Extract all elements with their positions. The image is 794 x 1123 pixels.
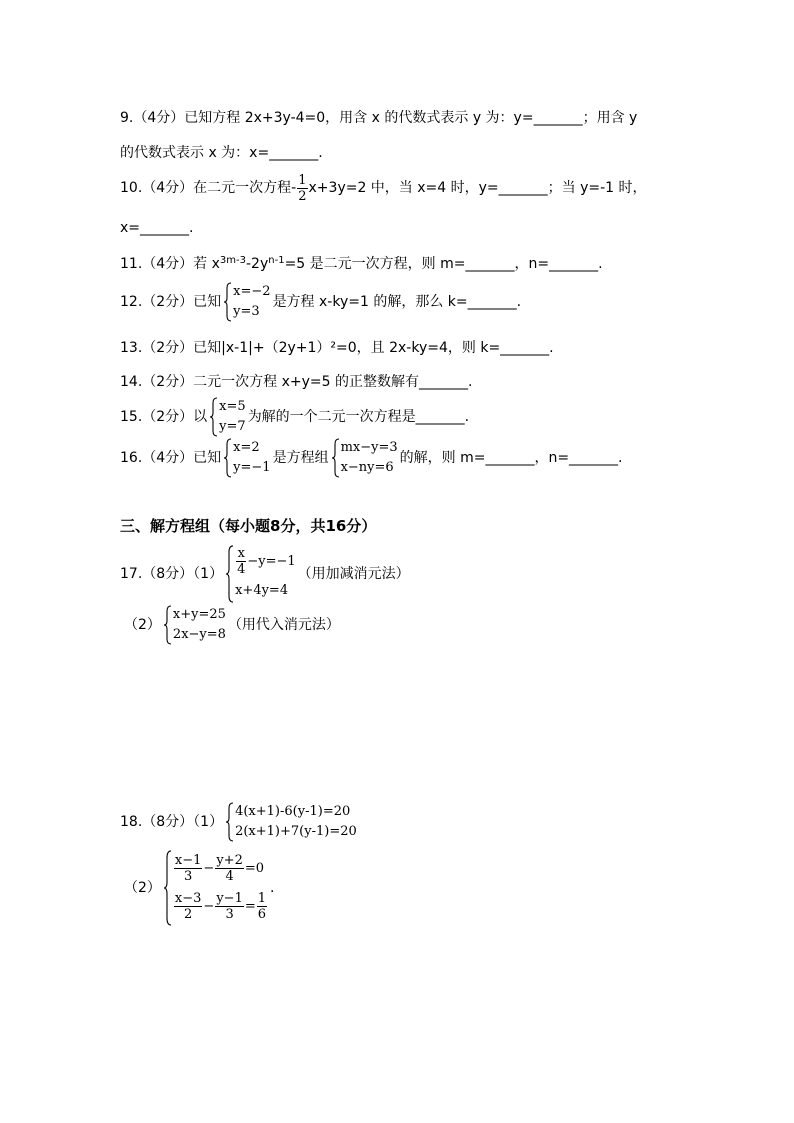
question-13: [120, 338, 554, 358]
brace-icon: [225, 545, 234, 603]
brace-icon: [225, 802, 234, 842]
question-17-method-2: （用代入消元法）: [227, 617, 340, 633]
question-10-line-2: [120, 218, 193, 238]
fraction-numerator: y+2: [216, 853, 243, 868]
system-row: 2x−y=8: [172, 627, 226, 642]
question-16-post: 的解，则 m=_______，n=_______.: [399, 450, 623, 466]
section-heading-text: 三、解方程组（每小题8分，共16分）: [120, 517, 377, 535]
question-10-text-2: x=_______.: [120, 220, 194, 236]
equation-system: [223, 282, 270, 322]
fraction: [215, 891, 244, 922]
fraction-denominator: 2: [184, 907, 193, 922]
question-9-text-1: 9.（4分）已知方程 2x+3y-4=0，用含 x 的代数式表示 y 为：y=_______；用含 y: [120, 110, 638, 126]
system-row: x+4y=4: [235, 583, 289, 598]
question-17-part-1: [120, 543, 410, 605]
question-10-line-1: [120, 172, 647, 204]
brace-icon: [163, 850, 172, 926]
part-label: （2）: [124, 880, 161, 896]
question-15-post: 为解的一个二元一次方程是_______.: [247, 409, 470, 425]
question-10-pre: 10.（4分）在二元一次方程-: [120, 180, 297, 196]
equation-system: [163, 850, 268, 926]
question-14-text: 14.（2分）二元一次方程 x+y=5 的正整数解有_______.: [120, 374, 473, 390]
brace-icon: [331, 438, 340, 478]
system-row: x=2: [233, 440, 260, 455]
question-15: [120, 397, 469, 437]
system-row: y=7: [219, 419, 246, 434]
brace-icon: [209, 397, 218, 437]
equation-system-solution: [223, 438, 270, 478]
question-17-part-2: [124, 605, 340, 645]
question-9-text-2: 的代数式表示 x 为：x=_______.: [120, 145, 323, 161]
equation-system: [225, 802, 357, 842]
system-row: x=−2: [233, 284, 271, 299]
question-16-pre: 16.（4分）已知: [120, 450, 222, 466]
fraction-numerator: 1: [298, 172, 307, 188]
equation-system-given: [331, 438, 398, 478]
system-row-rest: −y=−1: [247, 554, 296, 569]
section-heading: [120, 516, 376, 536]
fraction: [174, 891, 203, 922]
fraction-denominator: 2: [298, 188, 307, 204]
question-11: [120, 254, 603, 274]
question-15-pre: 15.（2分）以: [120, 409, 208, 425]
question-11-mid: -2y: [246, 256, 269, 272]
system-row: x−ny=6: [340, 460, 394, 475]
equals-sign: =: [244, 899, 256, 914]
system-row: x=5: [219, 399, 246, 414]
system-row: mx−y=3: [340, 440, 398, 455]
question-16: [120, 438, 623, 478]
question-17-pre: 17.（8分）（1）: [120, 566, 224, 582]
fraction-denominator: 6: [257, 907, 267, 922]
part-label: （2）: [124, 617, 161, 633]
system-row: x+y=25: [172, 607, 226, 622]
equation-system: [163, 605, 226, 645]
system-row: y=−1: [233, 460, 271, 475]
question-12-post: 是方程 x-ky=1 的解，那么 k=_______.: [272, 294, 522, 310]
system-row: [235, 545, 296, 579]
question-10-fraction: [297, 173, 307, 204]
fraction: [236, 546, 246, 577]
period: .: [270, 880, 275, 896]
question-12-pre: 12.（2分）已知: [120, 294, 222, 310]
question-11-pre: 11.（4分）若 x: [120, 256, 220, 272]
fraction: [257, 891, 267, 922]
question-11-post: =5 是二元一次方程，则 m=_______，n=_______.: [284, 256, 603, 272]
system-row: 2(x+1)+7(y-1)=20: [235, 824, 357, 839]
fraction-numerator: x: [237, 546, 245, 561]
fraction-numerator: x−1: [174, 853, 202, 868]
brace-icon: [163, 605, 172, 645]
question-14: [120, 372, 472, 392]
equals-value: =0: [244, 861, 265, 876]
question-12: [120, 282, 521, 322]
question-16-mid: 是方程组: [272, 450, 329, 466]
question-9-line-2: [120, 143, 323, 163]
system-row: y=3: [233, 304, 260, 319]
question-18-part-1: [120, 802, 359, 842]
system-row: [173, 850, 268, 888]
exponent-m: 3m-3: [219, 255, 246, 266]
question-18-pre: 18.（8分）（1）: [120, 814, 224, 830]
question-9-line-1: [120, 108, 637, 128]
fraction-denominator: 3: [225, 907, 234, 922]
question-10-post: x+3y=2 中，当 x=4 时，y=_______；当 y=-1 时，: [308, 180, 647, 196]
fraction-numerator: 1: [257, 891, 267, 906]
operator: −: [203, 861, 215, 876]
fraction: [215, 853, 244, 884]
fraction-numerator: x−3: [174, 891, 202, 906]
fraction-denominator: 4: [225, 869, 234, 884]
question-13-text: 13.（2分）已知|x-1|+（2y+1）²=0，且 2x-ky=4，则 k=_______.: [120, 340, 554, 356]
brace-icon: [223, 438, 232, 478]
fraction: [174, 853, 203, 884]
system-row: 4(x+1)-6(y-1)=20: [235, 804, 351, 819]
fraction-denominator: 3: [184, 869, 193, 884]
question-18-part-2: [124, 846, 274, 930]
fraction-numerator: y−1: [216, 891, 243, 906]
fraction-denominator: 4: [237, 562, 246, 577]
operator: −: [203, 899, 215, 914]
exponent-n: n-1: [268, 255, 285, 266]
equation-system: [209, 397, 246, 437]
system-row: [173, 888, 268, 926]
brace-icon: [223, 282, 232, 322]
question-17-method-1: （用加减消元法）: [297, 566, 410, 582]
equation-system: [225, 545, 296, 603]
